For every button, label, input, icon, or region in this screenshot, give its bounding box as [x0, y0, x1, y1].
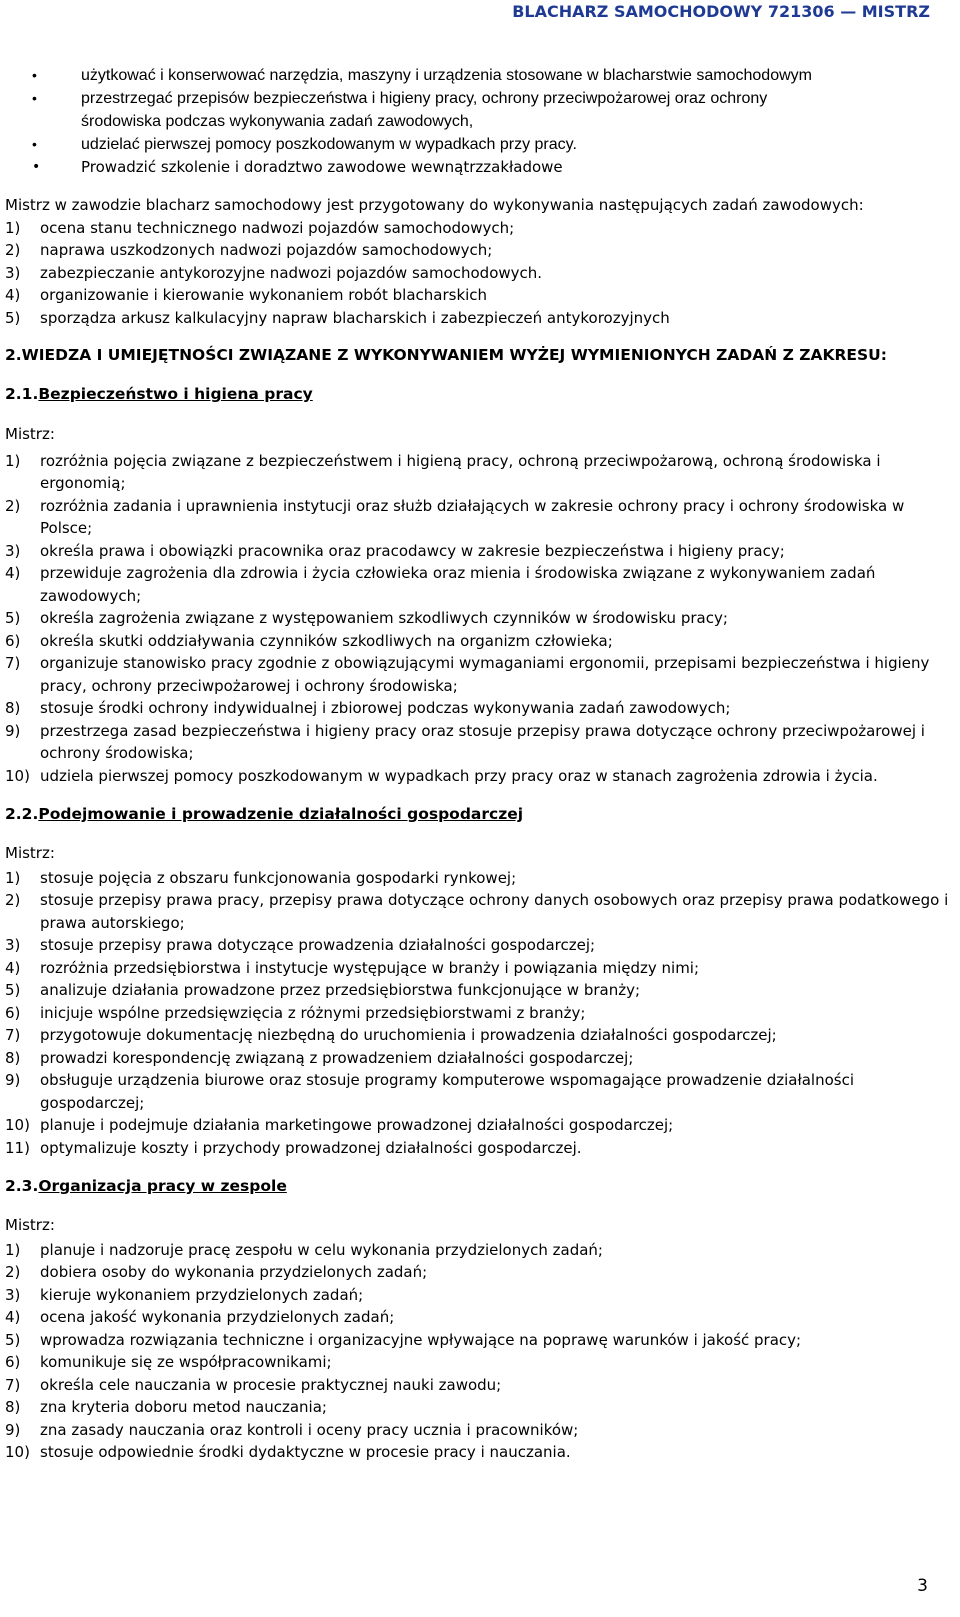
item-number: 6) — [5, 631, 21, 650]
item-number: 4) — [5, 286, 21, 304]
mistrz-label: Mistrz: — [5, 844, 55, 862]
subsection-number: 2.1. — [5, 385, 39, 403]
item-text: rozróżnia zadania i uprawnienia instytucji oraz służb działających w zakresie ochrony pracy i ochrony środowiska w Polsce; — [40, 496, 905, 537]
numbered-item — [5, 450, 950, 495]
numbered-item — [5, 1261, 950, 1284]
item-number: 2) — [5, 1263, 21, 1281]
item-text: organizowanie i kierowanie wykonaniem robót blacharskich — [40, 286, 488, 304]
item-text: prowadzi korespondencję związaną z prowadzeniem działalności gospodarczej; — [40, 1048, 634, 1067]
item-text: stosuje środki ochrony indywidualnej i zbiorowej podczas wykonywania zadań zawodowych; — [40, 699, 731, 717]
bullet-item: • przestrzegać przepisów bezpieczeństwa i higieny pracy, ochrony przeciwpożarowej oraz ochrony — [5, 87, 950, 110]
item-text: wprowadza rozwiązania techniczne i organizacyjne wpływające na poprawę warunków i jakość pracy; — [40, 1330, 802, 1349]
numbered-item — [5, 934, 950, 957]
numbered-item — [5, 1114, 950, 1137]
item-number: 8) — [5, 1398, 21, 1416]
numbered-item — [5, 562, 950, 607]
item-number: 8) — [5, 699, 21, 717]
item-number: 4) — [5, 958, 21, 977]
bullet-list — [5, 64, 950, 179]
item-number: 3) — [5, 936, 21, 954]
item-text: dobiera osoby do wykonania przydzielonych zadań; — [40, 1263, 428, 1281]
item-number: 8) — [5, 1048, 21, 1067]
item-number: 4) — [5, 1308, 21, 1326]
item-text: przewiduje zagrożenia dla zdrowia i życia człowieka oraz mienia i środowiska związane z wykonywaniem zadań zawodowych; — [40, 564, 876, 605]
item-number: 6) — [5, 1003, 21, 1022]
item-number: 5) — [5, 308, 21, 327]
subsection-title-text: Bezpieczeństwo i higiena pracy — [38, 385, 313, 403]
item-number: 5) — [5, 981, 21, 999]
intro-paragraph: Mistrz w zawodzie blacharz samochodowy jest przygotowany do wykonywania następujących zadań zawodowych: — [5, 196, 864, 214]
numbered-item — [5, 1024, 950, 1047]
numbered-item — [5, 867, 950, 890]
numbered-item — [5, 1329, 950, 1352]
numbered-item — [5, 630, 950, 653]
numbered-item — [5, 1441, 950, 1464]
item-number: 2) — [5, 496, 21, 515]
bullet-item-continuation: środowiska podczas wykonywania zadań zawodowych, — [81, 113, 474, 130]
numbered-item — [5, 1419, 950, 1442]
item-text: naprawa uszkodzonych nadwozi pojazdów samochodowych; — [40, 241, 493, 259]
numbered-item — [5, 697, 950, 720]
item-text: określa cele nauczania w procesie praktycznej nauki zawodu; — [40, 1375, 502, 1394]
item-number: 7) — [5, 654, 21, 672]
item-number: 1) — [5, 451, 21, 470]
subsection-2-3-list — [5, 1239, 950, 1464]
subsection-2-1-title — [5, 383, 950, 405]
numbered-item — [5, 607, 950, 630]
item-text: stosuje przepisy prawa pracy, przepisy prawa dotyczące ochrony danych osobowych oraz przepisy prawa podatkowego i prawa autorskiego; — [40, 891, 949, 932]
subsection-title-text: Organizacja pracy w zespole — [38, 1177, 287, 1195]
numbered-item — [5, 217, 950, 240]
item-text: stosuje odpowiednie środki dydaktyczne w procesie pracy i nauczania. — [40, 1443, 571, 1461]
subsection-number: 2.3. — [5, 1177, 39, 1195]
item-number: 5) — [5, 1330, 21, 1349]
item-text: rozróżnia pojęcia związane z bezpieczeństwem i higieną pracy, ochroną przeciwpożarową, ochroną środowiska i ergonomią; — [40, 451, 881, 492]
document-body — [5, 64, 950, 1464]
mistrz-label: Mistrz: — [5, 425, 55, 443]
subsection-title-text: Podejmowanie i prowadzenie działalności gospodarczej — [38, 805, 524, 823]
numbered-item — [5, 495, 950, 540]
item-text: rozróżnia przedsiębiorstwa i instytucje występujące w branży i powiązania między nimi; — [40, 958, 700, 977]
item-text: ocena stanu technicznego nadwozi pojazdów samochodowych; — [40, 218, 515, 237]
bullet-item: • udzielać pierwszej pomocy poszkodowanym w wypadkach przy pracy. — [5, 133, 950, 156]
subsection-2-2-list — [5, 867, 950, 1160]
numbered-item — [5, 1069, 950, 1114]
item-text: planuje i nadzoruje pracę zespołu w celu wykonania przydzielonych zadań; — [40, 1240, 603, 1259]
item-text: przygotowuje dokumentację niezbędną do uruchomienia i prowadzenia działalności gospodarczej; — [40, 1026, 777, 1044]
item-number: 3) — [5, 1285, 21, 1304]
item-text: określa skutki oddziaływania czynników szkodliwych na organizm człowieka; — [40, 631, 613, 650]
item-number: 10) — [5, 1116, 30, 1134]
numbered-item — [5, 889, 950, 934]
numbered-item — [5, 284, 950, 307]
bullet-item: • Prowadzić szkolenie i doradztwo zawodowe wewnątrzzakładowe — [5, 156, 950, 179]
numbered-item — [5, 1239, 950, 1262]
item-number: 2) — [5, 891, 21, 909]
item-number: 11) — [5, 1138, 30, 1157]
bullet-item: • użytkować i konserwować narzędzia, maszyny i urządzenia stosowane w blacharstwie samochodowym — [5, 64, 950, 87]
subsection-2-1-list — [5, 450, 950, 788]
item-text: komunikuje się ze współpracownikami; — [40, 1353, 332, 1371]
page-header-title: BLACHARZ SAMOCHODOWY 721306 — MISTRZ — [512, 2, 930, 21]
numbered-item — [5, 540, 950, 563]
numbered-item — [5, 652, 950, 697]
page-number: 3 — [917, 1576, 928, 1596]
numbered-item — [5, 1284, 950, 1307]
item-number: 10) — [5, 766, 30, 785]
item-number: 3) — [5, 541, 21, 560]
item-number: 9) — [5, 1420, 21, 1439]
item-text: zabezpieczanie antykorozyjne nadwozi pojazdów samochodowych. — [40, 263, 543, 282]
section-2-title: 2.WIEDZA I UMIEJĘTNOŚCI ZWIĄZANE Z WYKONYWANIEM WYŻEJ WYMIENIONYCH ZADAŃ Z ZAKRESU: — [5, 346, 887, 364]
item-number: 4) — [5, 564, 21, 582]
item-text: planuje i podejmuje działania marketingowe prowadzonej działalności gospodarczej; — [40, 1116, 674, 1134]
item-number: 6) — [5, 1353, 21, 1371]
item-text: inicjuje wspólne przedsięwzięcia z różnymi przedsiębiorstwami z branży; — [40, 1003, 586, 1022]
mistrz-label: Mistrz: — [5, 1216, 55, 1234]
item-number: 7) — [5, 1375, 21, 1394]
item-text: przestrzega zasad bezpieczeństwa i higieny pracy oraz stosuje przepisy prawa dotyczące ochrony przeciwpożarowej i ochrony środowiska; — [40, 721, 925, 762]
item-text: kieruje wykonaniem przydzielonych zadań; — [40, 1285, 364, 1304]
item-number: 3) — [5, 263, 21, 282]
numbered-item — [5, 1306, 950, 1329]
numbered-item — [5, 1396, 950, 1419]
item-text: obsługuje urządzenia biurowe oraz stosuje programy komputerowe wspomagające prowadzenie działalności gospodarczej; — [40, 1071, 854, 1112]
numbered-item — [5, 1351, 950, 1374]
item-text: sporządza arkusz kalkulacyjny napraw blacharskich i zabezpieczeń antykorozyjnych — [40, 308, 670, 327]
item-number: 1) — [5, 1240, 21, 1259]
item-number: 9) — [5, 1071, 21, 1089]
item-number: 2) — [5, 241, 21, 259]
numbered-item — [5, 1137, 950, 1160]
subsection-2-3-title — [5, 1175, 950, 1197]
numbered-item — [5, 979, 950, 1002]
numbered-item — [5, 720, 950, 765]
item-text: udziela pierwszej pomocy poszkodowanym w wypadkach przy pracy oraz w stanach zagrożenia zdrowia i życia. — [40, 766, 878, 785]
item-number: 9) — [5, 721, 21, 740]
item-text: określa prawa i obowiązki pracownika oraz pracodawcy w zakresie bezpieczeństwa i higieny pracy; — [40, 541, 785, 560]
numbered-item — [5, 262, 950, 285]
item-number: 5) — [5, 609, 21, 627]
numbered-item — [5, 1047, 950, 1070]
item-text: analizuje działania prowadzone przez przedsiębiorstwa funkcjonujące w branży; — [40, 981, 641, 999]
numbered-item — [5, 239, 950, 262]
item-text: ocena jakość wykonania przydzielonych zadań; — [40, 1308, 395, 1326]
item-text: zna zasady nauczania oraz kontroli i oceny pracy ucznia i pracowników; — [40, 1420, 579, 1439]
item-text: stosuje przepisy prawa dotyczące prowadzenia działalności gospodarczej; — [40, 936, 596, 954]
item-number: 7) — [5, 1026, 21, 1044]
item-text: określa zagrożenia związane z występowaniem szkodliwych czynników w środowisku pracy; — [40, 609, 728, 627]
item-text: stosuje pojęcia z obszaru funkcjonowania gospodarki rynkowej; — [40, 868, 517, 887]
subsection-number: 2.2. — [5, 805, 39, 823]
numbered-item — [5, 1002, 950, 1025]
numbered-item — [5, 957, 950, 980]
item-text: zna kryteria doboru metod nauczania; — [40, 1398, 327, 1416]
numbered-item — [5, 765, 950, 788]
item-text: organizuje stanowisko pracy zgodnie z obowiązującymi wymaganiami ergonomii, przepisami bezpieczeństwa i higieny pracy, ochrony przeciwpożarowej i ochrony środowiska; — [40, 654, 930, 695]
numbered-item — [5, 307, 950, 330]
item-text: optymalizuje koszty i przychody prowadzonej działalności gospodarczej. — [40, 1138, 582, 1157]
item-number: 1) — [5, 868, 21, 887]
item-number: 10) — [5, 1443, 30, 1461]
item-number: 1) — [5, 218, 21, 237]
intro-task-list — [5, 217, 950, 330]
subsection-2-2-title — [5, 803, 950, 825]
numbered-item — [5, 1374, 950, 1397]
